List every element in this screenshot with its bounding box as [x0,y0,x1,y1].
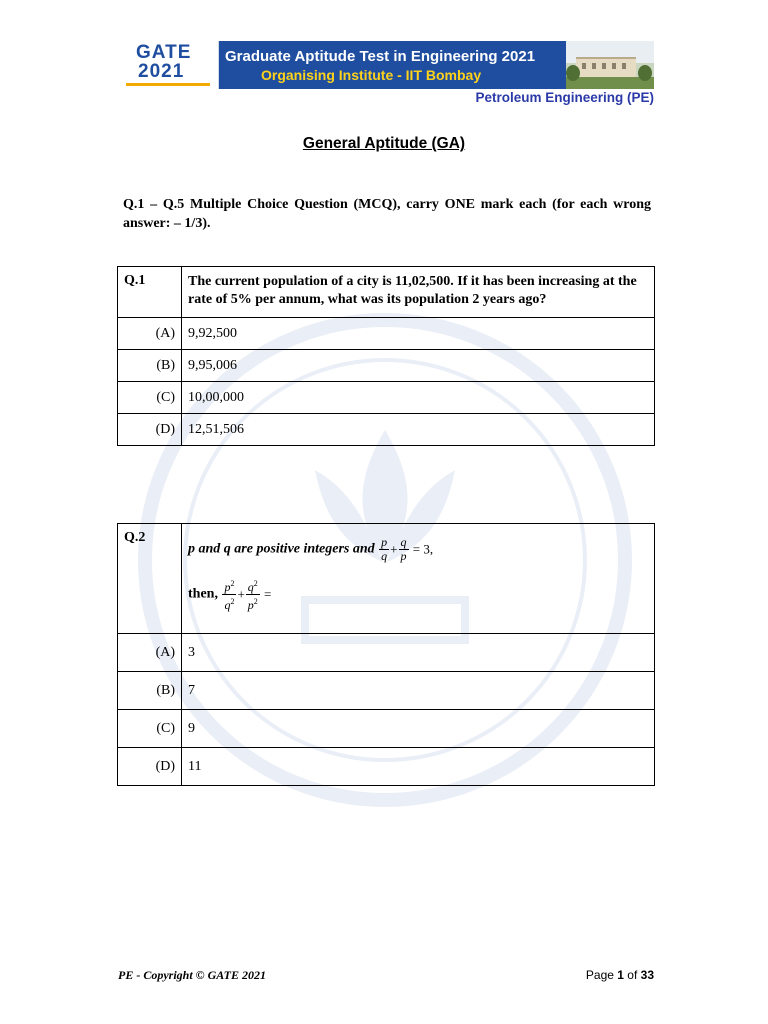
option-key: (A) [118,634,182,672]
page-total: 33 [640,968,654,982]
question-2-table [117,523,655,786]
department-label: Petroleum Engineering (PE) [475,90,654,105]
campus-tree [638,65,652,81]
option-key: (B) [118,350,182,382]
campus-window [602,63,606,69]
option-value: 9,92,500 [182,318,655,350]
campus-tree [566,65,580,81]
question-text: The current population of a city is 11,02,500. If it has been increasing at the rate of 5% per annum, what was its population 2 years ago? [182,267,655,318]
section-title [0,135,768,153]
page-current: 1 [617,968,624,982]
logo-text: GATE [136,42,192,63]
question-line-1: p and q are positive integers and $\frac{p}{q}$ + $\frac{q}{p}$ = 3, [188,535,434,563]
question-row [118,267,655,318]
fraction-q-over-p: $\frac{q}{p}$ [400,535,407,563]
page-mid: of [623,968,641,982]
option-value: 11 [182,748,655,786]
campus-window [612,63,616,69]
option-key: (D) [118,748,182,786]
banner-title: Graduate Aptitude Test in Engineering 2021 [225,47,536,65]
option-key: (C) [118,382,182,414]
campus-photo [566,41,654,89]
campus-window [582,63,586,69]
option-key: (C) [118,710,182,748]
option-value: 12,51,506 [182,414,655,446]
option-row [118,634,655,672]
question-number: Q.2 [118,524,182,634]
question-row [118,524,655,634]
option-value: 3 [182,634,655,672]
option-value: 9,95,006 [182,350,655,382]
option-row [118,382,655,414]
campus-window [592,63,596,69]
option-value: 7 [182,672,655,710]
question-1-table [117,266,655,446]
question-text [182,524,655,634]
gate-logo [118,41,219,89]
campus-window [622,63,626,69]
fraction-p-over-q: $\frac{p}{q}$ [381,535,388,563]
option-row [118,318,655,350]
section-title-text: General Aptitude (GA) [302,135,466,152]
option-row [118,350,655,382]
footer-page-number [586,968,654,982]
option-row [118,672,655,710]
option-row [118,748,655,786]
banner-subtitle: Organising Institute - IIT Bombay [261,66,482,83]
option-value: 9 [182,710,655,748]
question-line-2: then, $\frac{p^2}{q^2}$ + $\frac{q^2}{p^2}$ = [188,579,272,612]
option-row [118,710,655,748]
fraction-p2-over-q2: $\frac{p^2}{q^2}$ [224,579,235,612]
logo-year: 2021 [138,61,185,82]
question-then: then, [188,586,218,602]
header-banner [118,41,654,89]
footer-copyright: PE - Copyright © GATE 2021 [118,968,266,982]
option-value: 10,00,000 [182,382,655,414]
option-key: (B) [118,672,182,710]
option-key: (A) [118,318,182,350]
option-key: (D) [118,414,182,446]
logo-underline [126,83,210,86]
page-prefix: Page [585,968,618,982]
option-row [118,414,655,446]
section-instructions: Q.1 – Q.5 Multiple Choice Question (MCQ), carry ONE mark each (for each wrong answer: – 1/3). [123,197,651,231]
fraction-q2-over-p2: $\frac{q^2}{p^2}$ [247,579,258,612]
banner-text [219,41,566,89]
question-stem: p and q are positive integers and [188,541,375,557]
question-number: Q.1 [118,267,182,318]
